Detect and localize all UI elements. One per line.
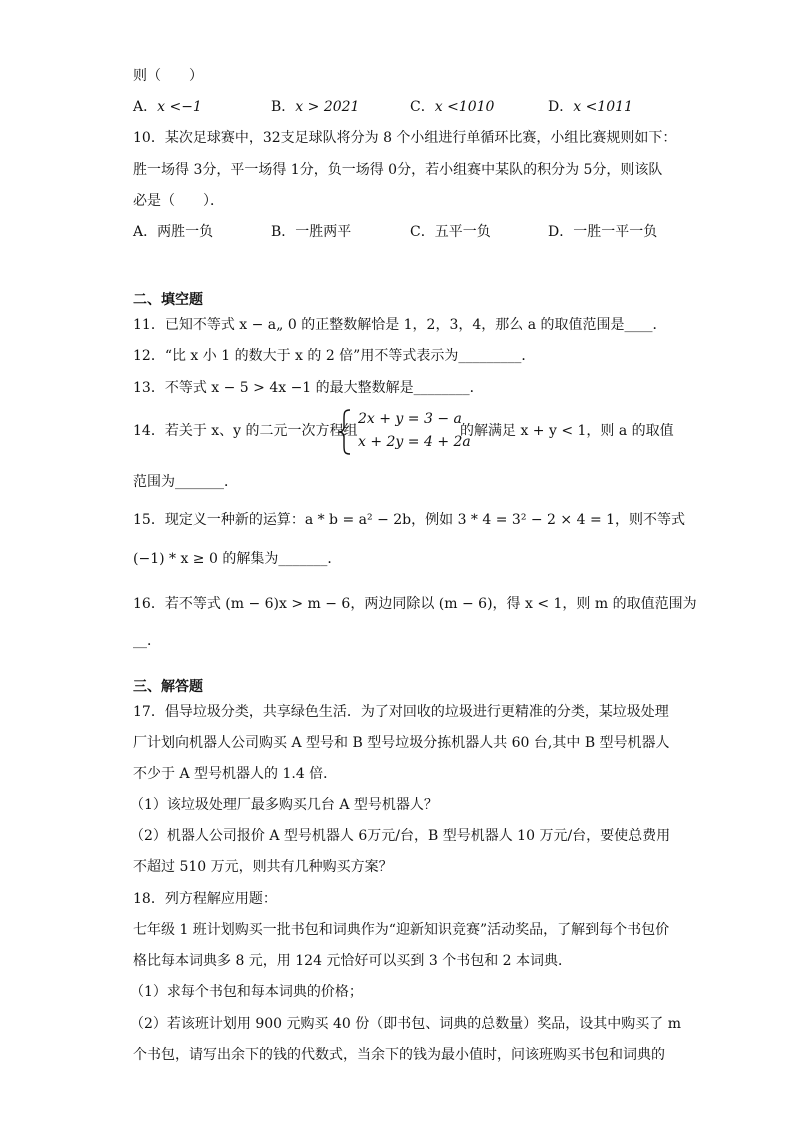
section-fill-in: 二、填空题	[133, 292, 203, 308]
q14-line2: 范围为_______．	[133, 474, 238, 490]
q14-prefix: 14．若关于 x、y 的二元一次方程组	[133, 423, 358, 439]
q9-option-c[interactable]: C．x <1010	[410, 99, 495, 115]
q10-line1: 10．某次足球赛中，32支足球队将分为 8 个小组进行单循环比赛，小组比赛规则如下：	[133, 130, 677, 146]
q17-sub2a: （2）机器人公司报价 A 型号机器人 6万元/台，B 型号机器人 10 万元/台，要使总费用	[130, 828, 671, 844]
q10-option-d[interactable]: D．一胜一平一负	[548, 224, 658, 240]
q9-tail: 则（ ）	[133, 68, 203, 84]
equation-1: 2x + y = 3 − a	[358, 411, 462, 427]
q17-sub2b: 不超过 510 万元，则共有几种购买方案？	[133, 859, 393, 875]
q10-line2: 胜一场得 3分，平一场得 1分，负一场得 0分，若小组赛中某队的积分为 5分，则该队	[133, 162, 663, 178]
q18-line1: 18．列方程解应用题：	[133, 891, 277, 907]
section-solve: 三、解答题	[133, 679, 203, 695]
q18-line2: 七年级 1 班计划购买一批书包和词典作为“迎新知识竞赛”活动奖品，了解到每个书包价	[133, 922, 670, 938]
q9-option-d[interactable]: D．x <1011	[548, 99, 633, 115]
q10-option-b[interactable]: B．一胜两平	[271, 224, 352, 240]
q18-sub2a: （2）若该班计划用 900 元购买 40 份（即书包、词典的总数量）奖品，设其中购买了 m	[130, 1016, 681, 1032]
q10-line3: 必是（ ）．	[133, 193, 224, 209]
equation-system	[338, 409, 471, 455]
q17-line3: 不少于 A 型号机器人的 1.4 倍．	[133, 766, 338, 782]
q18-sub2b: 个书包，请写出余下的钱的代数式，当余下的钱为最小值时，问该班购买书包和词典的	[133, 1047, 665, 1063]
q16-line2: __．	[133, 633, 161, 649]
q15-line2: (−1) * x ≥ 0 的解集为_______．	[133, 551, 342, 567]
q13: 13．不等式 x − 5 > 4x −1 的最大整数解是________．	[133, 380, 484, 396]
q18-line3: 格比每本词典多 8 元，用 124 元恰好可以买到 3 个书包和 2 本词典．	[133, 953, 573, 969]
equation-2: x + 2y = 4 + 2a	[358, 434, 471, 450]
q9-option-a[interactable]: A．x <−1	[133, 99, 202, 115]
q10-option-c[interactable]: C．五平一负	[410, 224, 491, 240]
q9-option-b[interactable]: B．x > 2021	[271, 99, 360, 115]
q15-line1: 15．现定义一种新的运算：a * b = a² − 2b，例如 3 * 4 = 3² − 2 × 4 = 1，则不等式	[133, 512, 686, 528]
q12: 12．“比 x 小 1 的数大于 x 的 2 倍”用不等式表示为_________．	[133, 348, 536, 364]
q10-option-a[interactable]: A．两胜一负	[133, 224, 214, 240]
q18-sub1: （1）求每个书包和每本词典的价格；	[130, 984, 363, 1000]
q17-line2: 厂计划向机器人公司购买 A 型号和 B 型号垃圾分拣机器人共 60 台,其中 B 型号机器人	[133, 735, 670, 751]
q17-sub1: （1）该垃圾处理厂最多购买几台 A 型号机器人？	[130, 797, 438, 813]
q11: 11．已知不等式 x − a„ 0 的正整数解恰是 1，2，3，4，那么 a 的取值范围是____．	[133, 317, 667, 333]
q16-line1: 16．若不等式 (m − 6)x > m − 6，两边同除以 (m − 6)，得 x < 1，则 m 的取值范围为	[133, 596, 697, 612]
q17-line1: 17．倡导垃圾分类，共享绿色生活．为了对回收的垃圾进行更精准的分类，某垃圾处理	[133, 704, 669, 720]
left-brace-icon	[338, 409, 352, 455]
q14-suffix: 的解满足 x + y < 1，则 a 的取值	[460, 423, 674, 439]
